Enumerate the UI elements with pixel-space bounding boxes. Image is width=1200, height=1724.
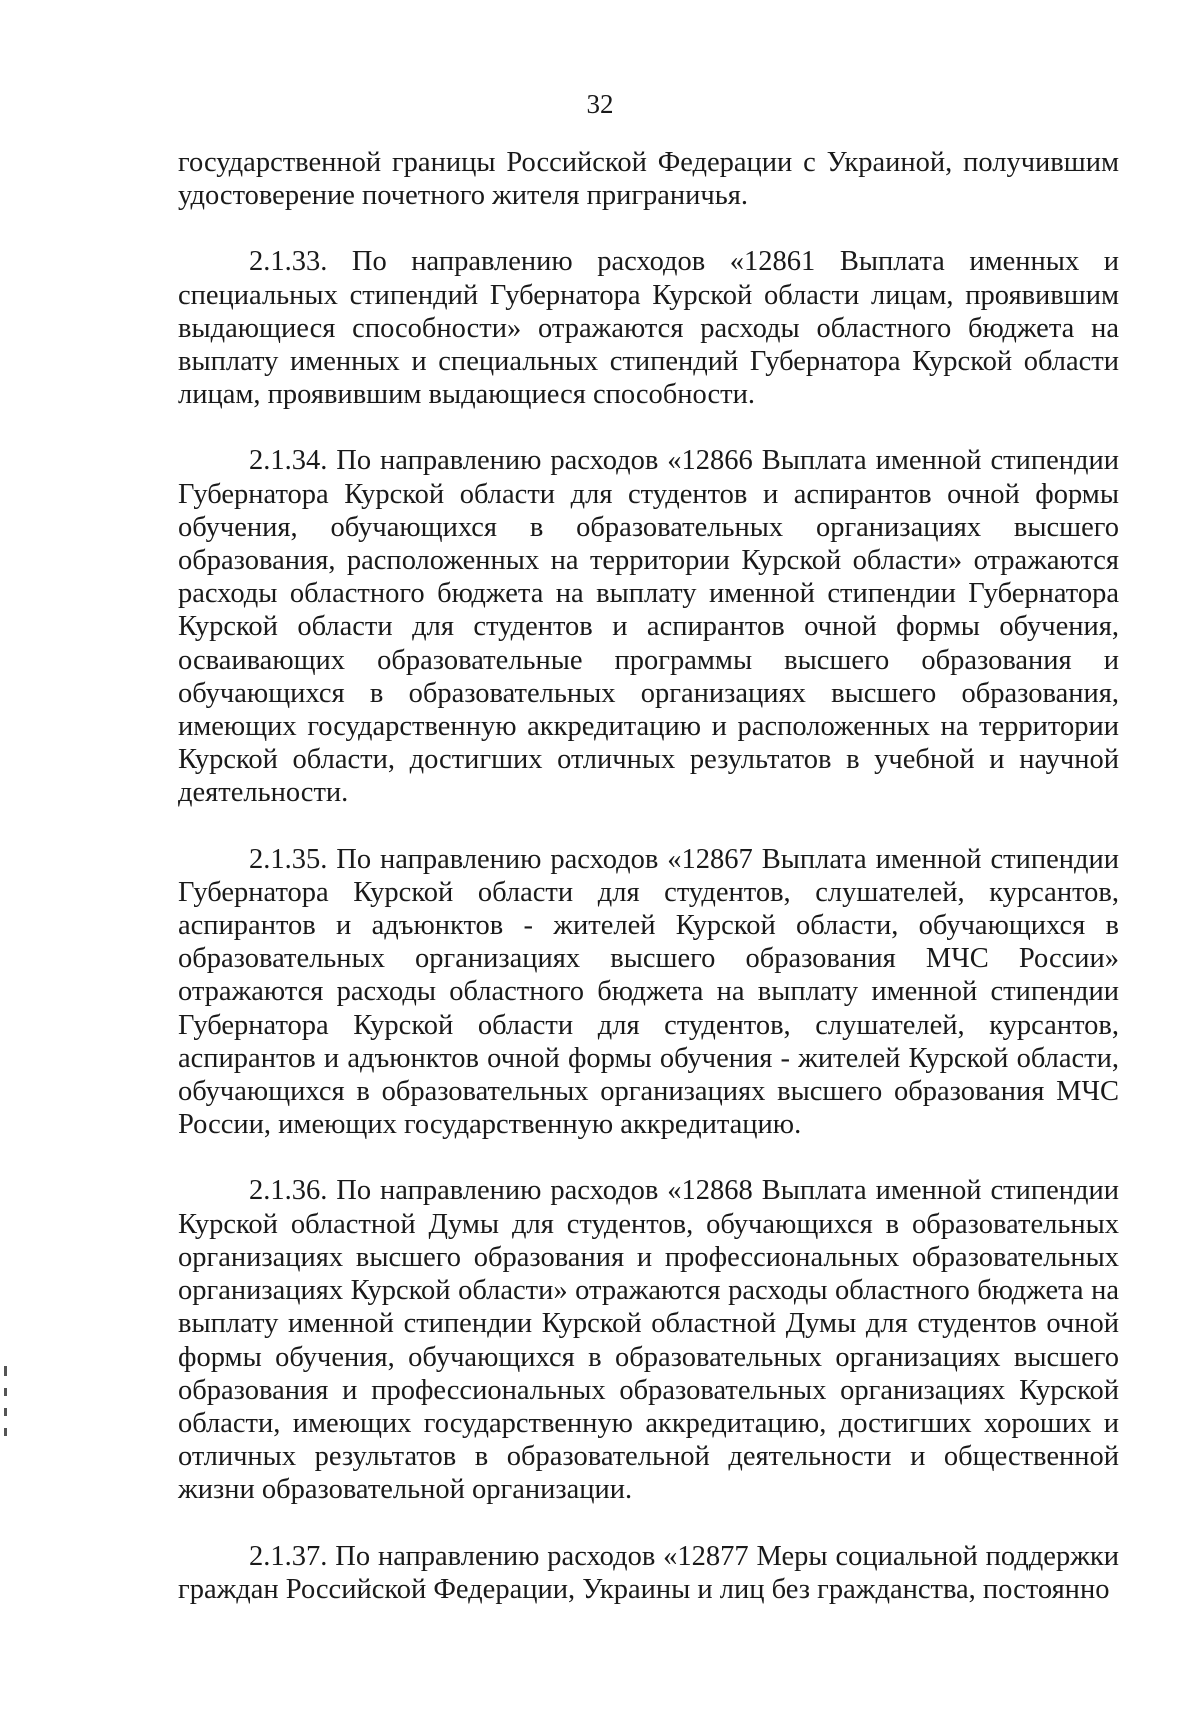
document-body [178,146,1119,1606]
scan-edge-mark [4,1428,7,1436]
paragraph-2-1-33: 2.1.33. По направлению расходов «12861 Выплата именных и специальных стипендий Губернатора Курской области лицам, проявившим выдающиеся способности» отражаются расходы областного бюджета на выплату именных и специальных стипендий Губернатора Курской области лицам, проявившим выдающиеся способности. [178,246,1119,411]
scan-edge-mark [4,1408,7,1416]
paragraph-2-1-36: 2.1.36. По направлению расходов «12868 Выплата именной стипендии Курской областной Думы для студентов, обучающихся в образовательных организациях высшего образования и профессиональных образовательных организациях Курской области» отражаются расходы областного бюджета на выплату именной стипендии Курской областной Думы для студентов очной формы обучения, обучающихся в образовательных организациях высшего образования и профессиональных образовательных организациях Курской области, имеющих государственную аккредитацию, достигших хороших и отличных результатов в образовательной деятельности и общественной жизни образовательной организации. [178,1175,1119,1506]
paragraph-2-1-37: 2.1.37. По направлению расходов «12877 Меры социальной поддержки граждан Российской Федерации, Украины и лиц без гражданства, постоянно [178,1540,1119,1605]
scan-edge-mark [4,1388,7,1396]
page-number: 32 [586,89,614,119]
paragraph-continuation: государственной границы Российской Федерации с Украиной, получившим удостоверение почетного жителя приграничья. [178,147,1119,212]
paragraph-2-1-34: 2.1.34. По направлению расходов «12866 Выплата именной стипендии Губернатора Курской области для студентов и аспирантов очной формы обучения, обучающихся в образовательных организациях высшего образования, расположенных на территории Курской области» отражаются расходы областного бюджета на выплату именной стипендии Губернатора Курской области для студентов и аспирантов очной формы обучения, осваивающих образовательные программы высшего образования и обучающихся в образовательных организациях высшего образования, имеющих государственную аккредитацию и расположенных на территории Курской области, достигших отличных результатов в учебной и научной деятельности. [178,445,1119,809]
scan-edge-mark [4,1366,7,1376]
paragraph-2-1-35: 2.1.35. По направлению расходов «12867 Выплата именной стипендии Губернатора Курской области для студентов, слушателей, курсантов, аспирантов и адъюнктов - жителей Курской области, обучающихся в образовательных организациях высшего образования МЧС России» отражаются расходы областного бюджета на выплату именной стипендии Губернатора Курской области для студентов, слушателей, курсантов, аспирантов и адъюнктов очной формы обучения - жителей Курской области, обучающихся в образовательных организациях высшего образования МЧС России, имеющих государственную аккредитацию. [178,843,1119,1141]
